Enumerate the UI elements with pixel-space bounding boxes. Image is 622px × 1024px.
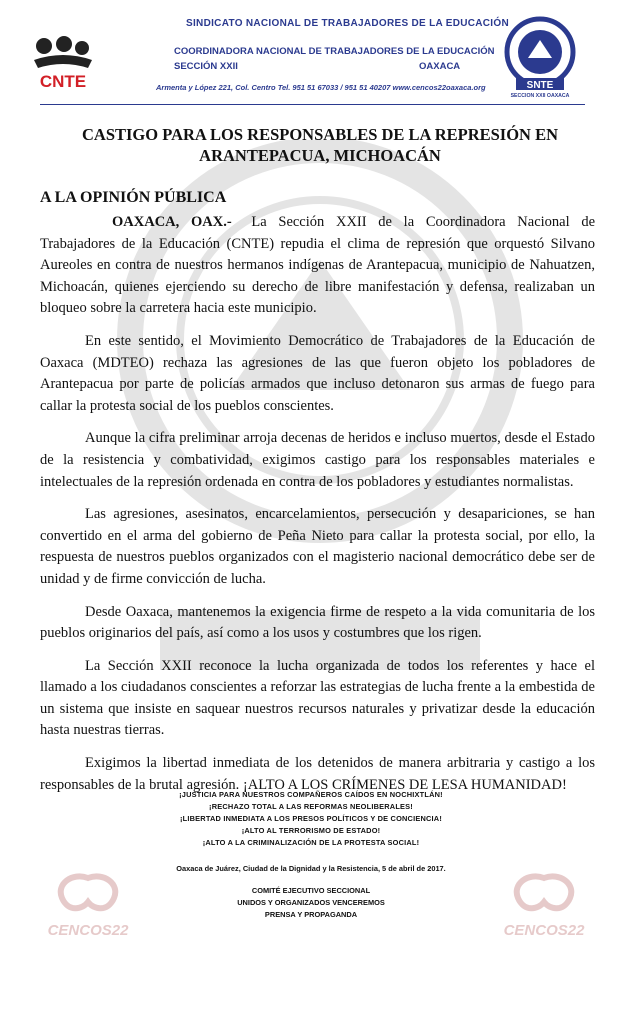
state-label: OAXACA <box>419 61 461 72</box>
contact-address: Armenta y López 221, Col. Centro Tel. 951 51 67033 / 951 51 40207 www.cencos22oaxaca.org <box>156 83 486 92</box>
coordinating-body-name: COORDINADORA NACIONAL DE TRABAJADORES DE LA EDUCACIÓN <box>174 46 495 57</box>
slogan: ¡JUSTICIA PARA NUESTROS COMPAÑEROS CAÍDOS EN NOCHIXTLÁN! <box>179 790 443 799</box>
section-label: SECCIÓN XXII <box>174 61 238 72</box>
paragraph: Las agresiones, asesinatos, encarcelamientos, persecución y desapariciones, se han convertido en el arma del gobierno de Peña Nieto para callar la protesta social, por ello, la respuesta de nuestros pueblos organizados con el magisterio nacional democrático debe ser de unidad y de firme convicción de lucha. <box>40 506 595 587</box>
snte-seal-logo <box>498 16 582 98</box>
snte-logo-text: SNTE <box>526 80 554 91</box>
signature-line: UNIDOS Y ORGANIZADOS VENCEREMOS <box>237 898 385 907</box>
signature-line: PRENSA Y PROPAGANDA <box>264 910 358 919</box>
slogan: ¡ALTO A LA CRIMINALIZACIÓN DE LA PROTESTA SOCIAL! <box>202 838 420 847</box>
slogan: ¡RECHAZO TOTAL A LAS REFORMAS NEOLIBERALES! <box>209 802 413 811</box>
cnte-logo <box>26 32 100 92</box>
slogan: ¡LIBERTAD INMEDIATA A LOS PRESOS POLÍTICOS Y DE CONCIENCIA! <box>180 814 442 823</box>
cencos-emblem-icon <box>42 870 134 922</box>
closing-dateline: Oaxaca de Juárez, Ciudad de la Dignidad y la Resistencia, 5 de abril de 2017. <box>176 864 446 873</box>
cnte-logo-text: CNTE <box>39 72 87 91</box>
signature-line: COMITÉ EJECUTIVO SECCIONAL <box>251 886 371 895</box>
header-divider <box>40 104 585 105</box>
paragraph: Exigimos la libertad inmediata de los detenidos de manera arbitraria y castigo a los responsables de la brutal agresión. ¡ALTO A LOS CRÍMENES DE LESA HUMANIDAD! <box>40 755 595 793</box>
cencos-emblem-icon <box>498 870 590 922</box>
cencos-logo-text: CENCOS22 <box>47 922 129 939</box>
paragraph: La Sección XXII reconoce la lucha organizada de todos los referentes y hace el llamado a los ciudadanos conscientes a reforzar las estrategias de lucha frente a la embestida de un sistema que insiste en saquear nuestros recursos naturales y privatizar desde la educación hasta nuestras tierras. <box>40 657 595 739</box>
slogans-block <box>40 789 582 849</box>
slogan: ¡ALTO AL TERRORISMO DE ESTADO! <box>241 826 381 835</box>
cencos-logo-right <box>498 870 590 940</box>
cencos-logo-text: CENCOS22 <box>503 922 585 939</box>
lead-dateline: OAXACA, OAX.- <box>112 214 232 230</box>
union-name: SINDICATO NACIONAL DE TRABAJADORES DE LA EDUCACIÓN <box>186 18 509 29</box>
document-body <box>40 212 595 807</box>
paragraph: Desde Oaxaca, mantenemos la exigencia firme de respeto a la vida comunitaria de los pueblos originarios del país, así como a los usos y costumbres que los rigen. <box>40 603 595 642</box>
salutation: A LA OPINIÓN PÚBLICA <box>40 189 227 206</box>
letterhead <box>0 0 622 110</box>
cencos-logo-left <box>42 870 134 940</box>
paragraph: Aunque la cifra preliminar arroja decenas de heridos e incluso muertos, desde el Estado de la resistencia y combatividad, exigimos castigo para los responsables materiales e intelectuales de la represión ordenada en contra de los pobladores y estudiantes normalistas. <box>40 430 595 490</box>
snte-logo-subtext: SECCION XXII OAXACA <box>510 93 570 98</box>
paragraph: OAXACA, OAX.- La Sección XXII de la Coordinadora Nacional de Trabajadores de la Educación (CNTE) repudia el clima de represión que orquestó Silvano Aureoles en contra de nuestros hermanos indígenas de Arantepacua, municipio de Nahuatzen, Michoacán, quienes ejerciendo su derecho de libre manifestación y defensa, realizaban un bloqueo sobre la carretera hacia este municipio. <box>40 214 596 317</box>
document-title: CASTIGO PARA LOS RESPONSABLES DE LA REPRESIÓN EN ARANTEPACUA, MICHOACÁN <box>81 125 559 165</box>
paragraph: En este sentido, el Movimiento Democrático de Trabajadores de la Educación de Oaxaca (MDTEO) rechaza las agresiones de las que fueron objeto los pobladores de Arantepacua por parte de policías armados que incluso detonaron sus armas de fuego para callar la protesta social de los pueblos conscientes. <box>40 332 595 414</box>
